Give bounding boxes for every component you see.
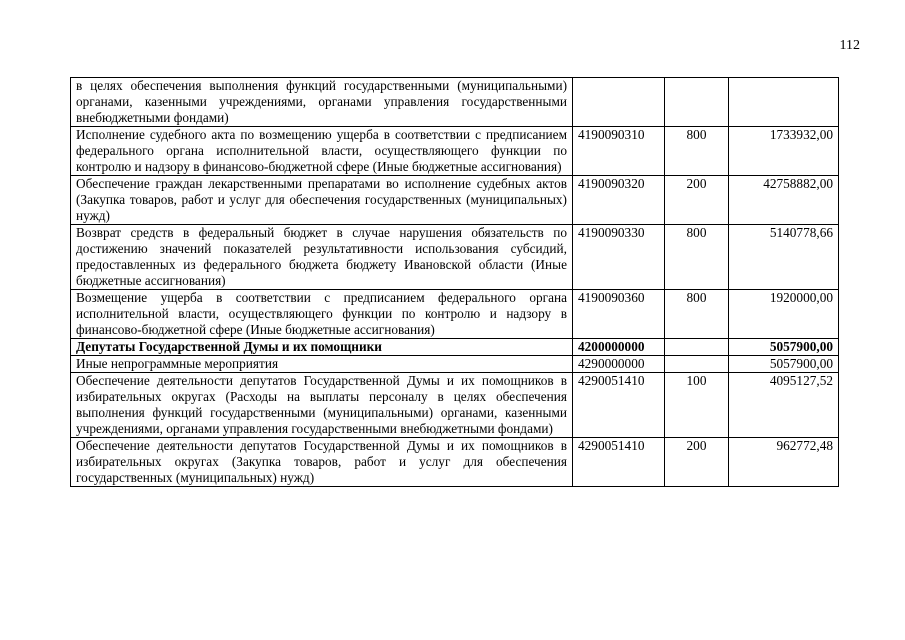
row-description: Иные непрограммные мероприятия	[71, 356, 573, 373]
row-description: в целях обеспечения выполнения функций государственными (муниципальными) органами, казенными учреждениями, органами управления государственными внебюджетными фондами)	[71, 78, 573, 127]
row-description: Исполнение судебного акта по возмещению ущерба в соответствии с предписанием федерального органа исполнительной власти, осуществляющего функции по контролю и надзору в финансово-бюджетной сфере (Иные бюджетные ассигнования)	[71, 127, 573, 176]
table-row	[71, 225, 839, 290]
row-amount: 5057900,00	[729, 356, 839, 373]
row-target-code: 4290051410	[573, 438, 665, 487]
row-amount	[729, 78, 839, 127]
row-expense-type	[665, 339, 729, 356]
row-target-code: 4190090310	[573, 127, 665, 176]
table-row	[71, 78, 839, 127]
row-amount: 4095127,52	[729, 373, 839, 438]
page-number: 112	[839, 38, 860, 53]
row-target-code	[573, 78, 665, 127]
table-row	[71, 438, 839, 487]
row-amount: 5057900,00	[729, 339, 839, 356]
row-target-code: 4290000000	[573, 356, 665, 373]
row-amount: 5140778,66	[729, 225, 839, 290]
row-amount: 42758882,00	[729, 176, 839, 225]
row-description: Депутаты Государственной Думы и их помощники	[71, 339, 573, 356]
table-row	[71, 356, 839, 373]
row-expense-type: 800	[665, 225, 729, 290]
row-description: Обеспечение граждан лекарственными препаратами во исполнение судебных актов (Закупка товаров, работ и услуг для обеспечения государственных (муниципальных) нужд)	[71, 176, 573, 225]
table-row	[71, 290, 839, 339]
row-target-code: 4190090360	[573, 290, 665, 339]
row-description: Возврат средств в федеральный бюджет в случае нарушения обязательств по достижению значений показателей результативности использования субсидий, предоставленных из федерального бюджета бюджету Ивановской области (Иные бюджетные ассигнования)	[71, 225, 573, 290]
table-row-section-total	[71, 339, 839, 356]
budget-table	[70, 77, 839, 487]
row-target-code: 4200000000	[573, 339, 665, 356]
table-row	[71, 373, 839, 438]
table-row	[71, 176, 839, 225]
row-expense-type: 800	[665, 290, 729, 339]
row-expense-type: 200	[665, 176, 729, 225]
row-amount: 962772,48	[729, 438, 839, 487]
row-description: Обеспечение деятельности депутатов Государственной Думы и их помощников в избирательных округах (Закупка товаров, работ и услуг для обеспечения государственных (муниципальных) нужд)	[71, 438, 573, 487]
row-expense-type: 100	[665, 373, 729, 438]
row-expense-type: 200	[665, 438, 729, 487]
row-expense-type: 800	[665, 127, 729, 176]
row-amount: 1920000,00	[729, 290, 839, 339]
row-expense-type	[665, 78, 729, 127]
table-row	[71, 127, 839, 176]
row-expense-type	[665, 356, 729, 373]
row-amount: 1733932,00	[729, 127, 839, 176]
row-target-code: 4190090330	[573, 225, 665, 290]
row-description: Обеспечение деятельности депутатов Государственной Думы и их помощников в избирательных округах (Расходы на выплаты персоналу в целях обеспечения выполнения функций государственными (муниципальными) органами, казенными учреждениями, органами управления государственными внебюджетными фондами)	[71, 373, 573, 438]
row-description: Возмещение ущерба в соответствии с предписанием федерального органа исполнительной власти, осуществляющего функции по контролю и надзору в финансово-бюджетной сфере (Иные бюджетные ассигнования)	[71, 290, 573, 339]
row-target-code: 4290051410	[573, 373, 665, 438]
row-target-code: 4190090320	[573, 176, 665, 225]
